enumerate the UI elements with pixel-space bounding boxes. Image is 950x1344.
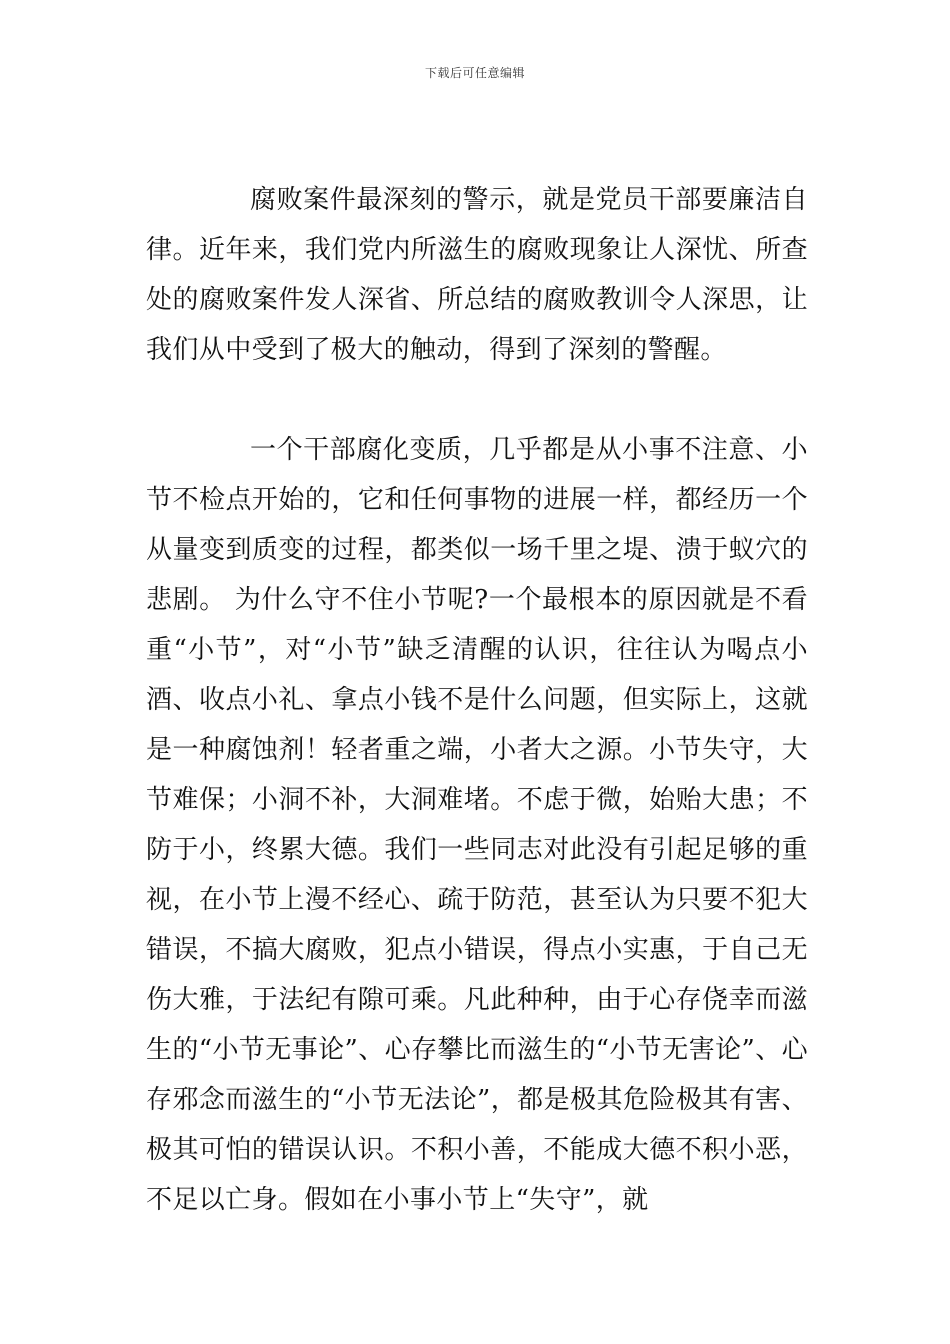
header-note: 下载后可任意编辑	[424, 66, 525, 80]
paragraph-2: 一个干部腐化变质，几乎都是从小事不注意、小节不检点开始的，它和任何事物的进展一样，都经历一个从量变到质变的过程，都类似一场千里之堤、溃于蚁穴的悲剧。 为什么守不住小节呢?一个最根本的原因就是不看重“小节”，对“小节”缺乏清醒的认识，往往认为喝点小酒、收点小礼、拿点小钱不是什么问题，但实际上，这就是一种腐蚀剂！轻者重之端，小者大之源。小节失守，大节难保；小洞不补，大洞难堵。不虑于微，始贻大患；不防于小，终累大德。我们一些同志对此没有引起足够的重视，在小节上漫不经心、疏于防范，甚至认为只要不犯大错误，不搞大腐败，犯点小错误，得点小实惠，于自己无伤大雅，于法纪有隙可乘。凡此种种，由于心存侥幸而滋生的“小节无事论”、心存攀比而滋生的“小节无害论”、心存邪念而滋生的“小节无法论”，都是极其危险极其有害、极其可怕的错误认识。不积小善，不能成大德不积小恶，不足以亡身。假如在小事小节上“失守”，就	[146, 435, 808, 1215]
paragraph-1: 腐败案件最深刻的警示，就是党员干部要廉洁自律。近年来，我们党内所滋生的腐败现象让人深忧、所查处的腐败案件发人深省、所总结的腐败教训令人深思，让我们从中受到了极大的触动，得到了深刻的警醒。	[146, 185, 808, 365]
